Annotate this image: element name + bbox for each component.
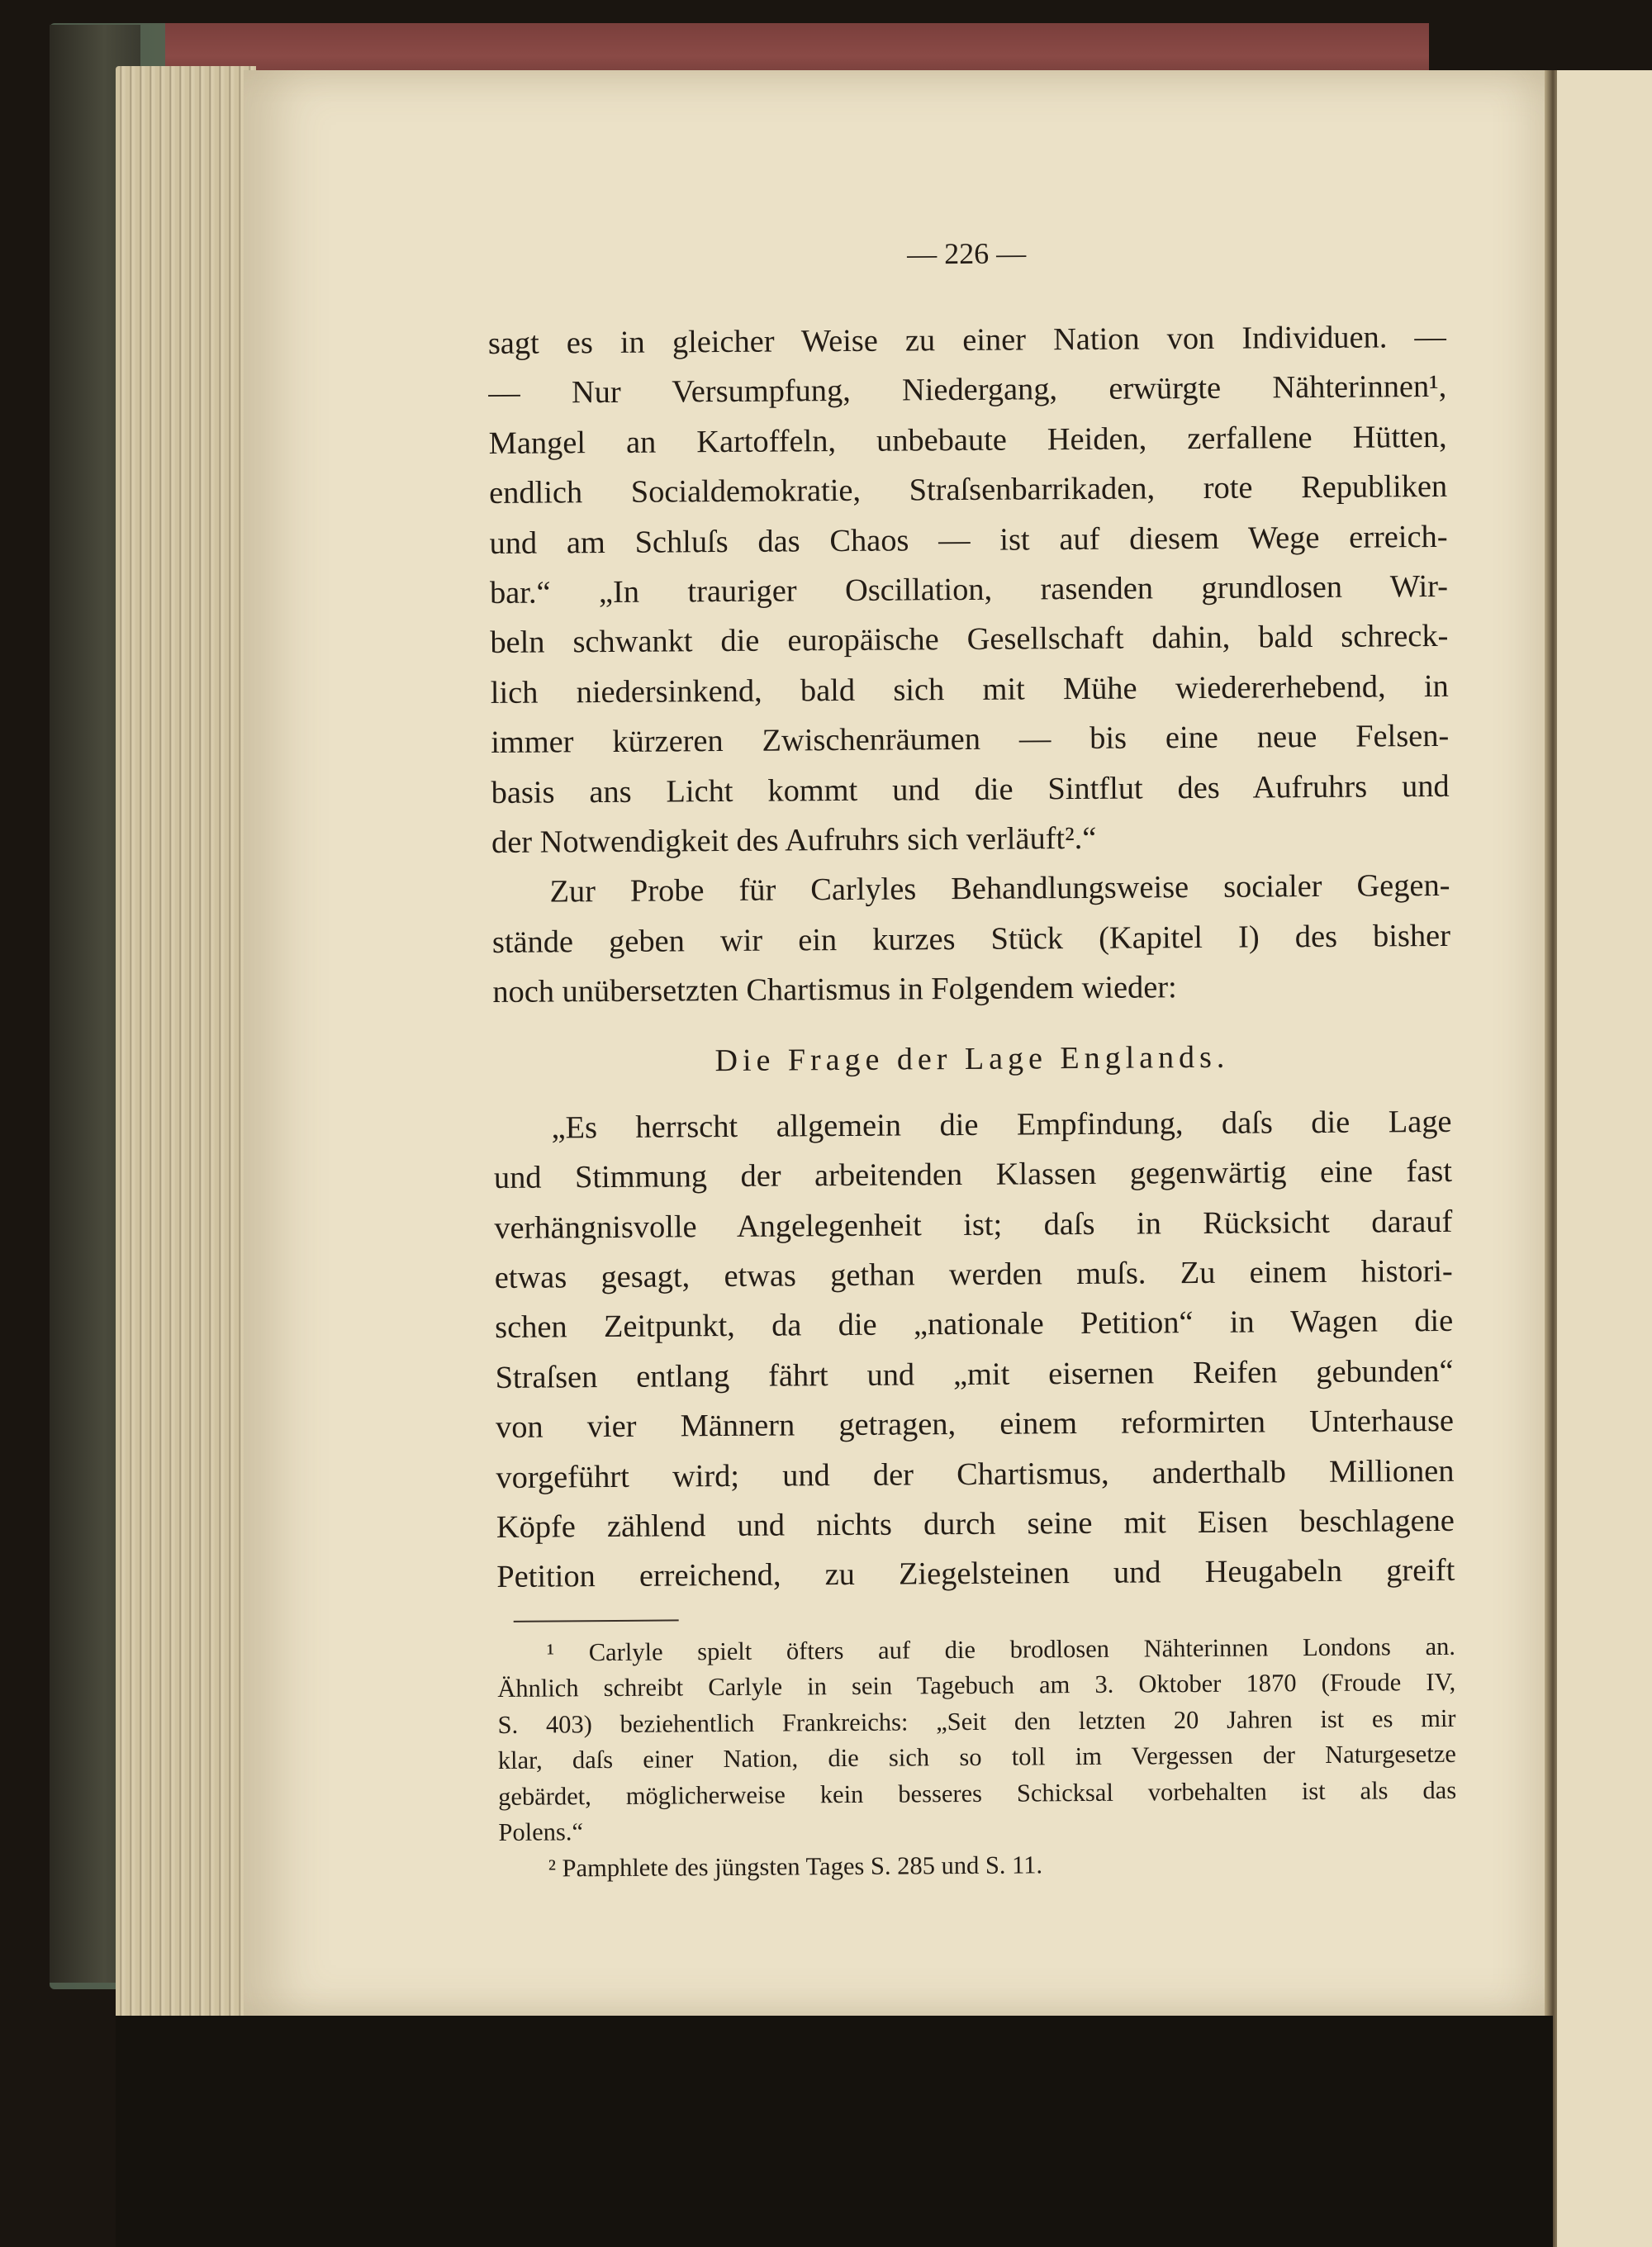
text-line: der Notwendigkeit des Aufruhrs sich verläuft².“ xyxy=(491,820,1097,861)
page-number: — 226 — xyxy=(906,236,1027,271)
text-line: Mangel an Kartoffeln, unbebaute Heiden, zerfallene Hütten, xyxy=(488,419,1447,461)
footnote-1 xyxy=(497,1629,1457,1851)
text-line: und am Schluſs das Chaos — ist auf diesem Wege erreich- xyxy=(489,519,1448,561)
footnote-line: ¹ Carlyle spielt öfters auf die brodlosen Nähterinnen Londons an. xyxy=(546,1632,1456,1667)
text-line: sagt es in gleicher Weise zu einer Nation von Individuen. — xyxy=(487,319,1446,361)
footnote-line: S. 403) beziehentlich Frankreichs: „Seit den letzten 20 Jahren ist es mir xyxy=(497,1703,1456,1739)
text-line: — Nur Versumpfung, Niedergang, erwürgte Nähterinnen¹, xyxy=(488,369,1447,411)
text-line: schen Zeitpunkt, da die „nationale Petition“ in Wagen die xyxy=(495,1304,1454,1346)
text-line: immer kürzeren Zwischenräumen — bis eine neue Felsen- xyxy=(491,719,1450,761)
text-line: basis ans Licht kommt und die Sintflut des Aufruhrs und xyxy=(491,768,1450,810)
background-bottom xyxy=(116,2016,1553,2247)
facing-page-edge xyxy=(1557,70,1652,2247)
text-line: etwas gesagt, etwas gethan werden muſs. Zu einem histori- xyxy=(494,1253,1453,1295)
text-line: von vier Männern getragen, einem reformirten Unterhause xyxy=(495,1403,1455,1446)
page-text xyxy=(487,233,1457,1887)
paragraph-chartism xyxy=(493,1097,1455,1603)
text-line: stände geben wir ein kurzes Stück (Kapitel I) des bisher xyxy=(491,918,1451,960)
paragraph-quote xyxy=(488,312,1450,868)
footnote-rule xyxy=(514,1619,679,1622)
text-line: lich niedersinkend, bald sich mit Mühe wiedererhebend, in xyxy=(490,668,1449,710)
text-line: noch unübersetzten Chartismus in Folgendem wieder: xyxy=(492,970,1177,1010)
text-line: „Es herrscht allgemein die Empfindung, daſs die Lage xyxy=(551,1104,1452,1146)
footnote-line: ² Pamphlete des jüngsten Tages S. 285 und S. 11. xyxy=(548,1850,1043,1883)
text-line: vorgeführt wird; und der Chartismus, anderthalb Millionen xyxy=(496,1453,1455,1495)
text-line: verhängnisvolle Angelegenheit ist; daſs in Rücksicht darauf xyxy=(494,1204,1453,1246)
text-line: endlich Socialdemokratie, Straſsenbarrikaden, rote Republiken xyxy=(488,469,1448,511)
text-line: und Stimmung der arbeitenden Klassen gegenwärtig eine fast xyxy=(493,1153,1453,1196)
footnote-line: Ähnlich schreibt Carlyle in sein Tagebuch am 3. Oktober 1870 (Froude IV, xyxy=(497,1668,1456,1703)
text-line: Zur Probe für Carlyles Behandlungsweise socialer Gegen- xyxy=(549,868,1450,910)
footnote-2 xyxy=(499,1845,1457,1888)
section-heading: Die Frage der Lage Englands. xyxy=(714,1039,1230,1078)
text-line: beln schwankt die europäische Gesellschaft dahin, bald schreck- xyxy=(490,619,1449,661)
footnote-line: gebärdet, möglicherweise kein besseres Schicksal vorbehalten ist als das xyxy=(498,1775,1457,1811)
text-line: Köpfe zählend und nichts durch seine mit Eisen beschlagene xyxy=(496,1503,1455,1545)
page-edges xyxy=(116,66,256,2040)
paragraph-intro xyxy=(491,861,1450,1017)
text-line: bar.“ „In trauriger Oscillation, rasenden grundlosen Wir- xyxy=(489,568,1449,611)
text-line: Petition erreichend, zu Ziegelsteinen und Heugabeln greift xyxy=(496,1553,1455,1595)
footnote-line: klar, daſs einer Nation, die sich so toll im Vergessen der Naturgesetze xyxy=(497,1740,1456,1775)
footnote-line: Polens.“ xyxy=(498,1817,584,1847)
text-line: Straſsen entlang fährt und „mit eisernen Reifen gebunden“ xyxy=(495,1353,1454,1395)
